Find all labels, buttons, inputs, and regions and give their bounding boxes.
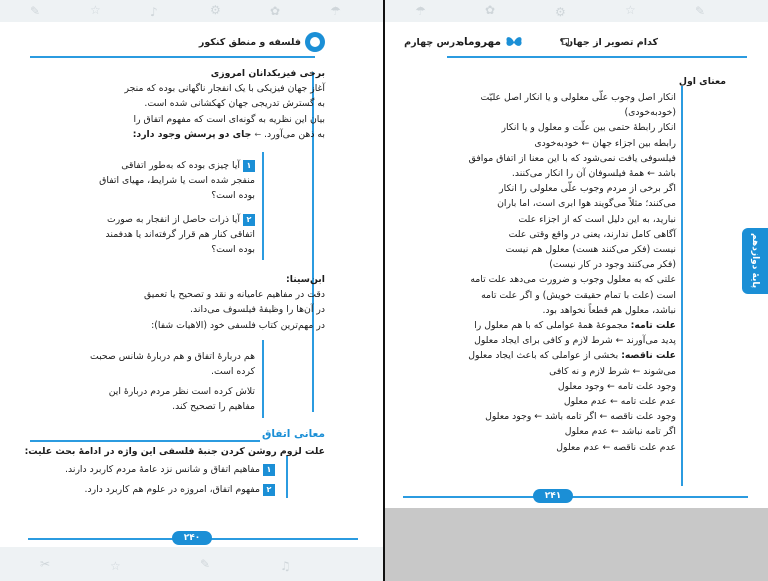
- questions-label: جای دو پرسش وجود دارد:: [132, 128, 252, 140]
- body-line: انکار رابطهٔ حتمی بین علّت و معلول و یا انکار: [501, 122, 676, 134]
- doodle-header-band: ✎ ☆ ♪ ⚙ ✿ ☂: [0, 0, 383, 22]
- sub-tree-line-2: [262, 340, 264, 418]
- reason-1: [35, 462, 275, 477]
- ibn-point-a: [55, 349, 255, 379]
- footer-rule: [403, 496, 748, 498]
- right-page: [385, 0, 768, 581]
- rule-line: وجود علت تامه ← وجود معلول: [557, 380, 676, 392]
- number-badge: ۱: [243, 160, 255, 172]
- section-rule: [30, 440, 260, 442]
- lesson-label: درس چهارم: [404, 36, 460, 48]
- q2-line: بوده است؟: [211, 244, 255, 256]
- number-badge: ۲: [263, 484, 275, 496]
- brand-circle-icon: [305, 32, 325, 52]
- meaning-body: [436, 90, 676, 455]
- header-rule: [30, 56, 315, 58]
- body-line: (خودبه‌خودی): [624, 107, 676, 119]
- sub-tree-line: [262, 152, 264, 260]
- question-2: [55, 212, 255, 258]
- book-title: فلسفه و منطق کنکور: [198, 36, 301, 48]
- blank-gray-area: [385, 508, 768, 581]
- doodle-footer-band: ✂ ☆ ✎ ♫: [0, 547, 383, 581]
- left-page: [0, 0, 383, 581]
- tree-line-3: [286, 456, 288, 498]
- heading-first-meaning: معنای اول: [678, 76, 726, 87]
- grade-tab: پایهٔ دوازدهم: [742, 228, 768, 294]
- section-title-meanings: معانی اتفاق: [261, 428, 325, 440]
- tree-line: [681, 86, 683, 486]
- brand-name: مهروماه: [457, 36, 501, 48]
- section-physicists: [35, 66, 325, 142]
- page-number: ۲۴۰: [172, 531, 212, 545]
- body-line: رابطه بین اجزاء جهان ← خودبه‌خودی: [534, 137, 676, 149]
- butterfly-icon: [505, 34, 523, 50]
- body-line: انکار اصل وجوب علّی معلولی و یا انکار اصل علیّت: [480, 92, 676, 103]
- para-end: به ذهن می‌آورد.: [264, 128, 325, 140]
- q2-line: اتفاقی کنار هم قرار گرفته‌اند یا هدفمند: [105, 229, 255, 241]
- body-line: نباشد، معلول هم قطعاً نخواهد بود.: [542, 304, 676, 316]
- body-line: پدید می‌آورند ← شرط لازم و کافی برای ایجاد معلول: [474, 335, 676, 347]
- lesson-topic: [559, 30, 658, 54]
- body-line: اگر برخی از مردم وجوب علّی معلولی را انکار: [499, 183, 676, 195]
- para-line: به گسترش تدریجی جهان کهکشانی شده است.: [144, 98, 325, 110]
- number-badge: ۲: [243, 214, 255, 226]
- reason-text: مفهوم اتفاق، امروزه در علوم هم کاربرد دارد.: [84, 484, 260, 495]
- ibn-b-line: تلاش کرده است نظر مردم دربارهٔ این: [108, 386, 255, 397]
- doodle-header-band: ☂ ✿ ⚙ ☆ ✎: [385, 0, 768, 22]
- rule-line: اگر تامه نباشد ← عدم معلول: [564, 426, 676, 438]
- def-full-text: مجموعهٔ همهٔ عواملی که با هم معلول را: [474, 320, 628, 332]
- rule-line: عدم علت تامه ← عدم معلول: [563, 396, 676, 408]
- ibn-line: در مهم‌ترین کتاب فلسفی خود (الاهیات شفا):: [151, 319, 325, 331]
- body-line: است (علت با تمام حقیقت خویش) و اگر علت تامه: [481, 289, 676, 301]
- number-badge: ۱: [263, 464, 275, 476]
- arrow-icon: ←: [254, 129, 262, 139]
- meaning-heading: [646, 74, 726, 89]
- brand-logo: [458, 34, 523, 50]
- q2-line: آیا ذرات حاصل از انفجار به صورت: [107, 214, 240, 225]
- right-header: [458, 30, 523, 54]
- para-line: آغاز جهان فیزیکی با یک انفجار ناگهانی بوده که منجر: [124, 83, 325, 95]
- ibn-line: در آن‌ها را وظیفهٔ فیلسوف می‌داند.: [190, 304, 325, 316]
- rule-line: عدم علت ناقصه ← عدم معلول: [556, 441, 676, 453]
- ibn-line: دقت در مفاهیم عامیانه و نقد و تصحیح یا تعمیق: [144, 289, 325, 301]
- definition-partial: [436, 348, 676, 363]
- ibn-a-line: کرده است.: [211, 366, 255, 378]
- left-header: [199, 30, 325, 54]
- definition-full: [436, 318, 676, 333]
- body-line: باشد ← همهٔ فیلسوفان آن را انکار می‌کنند.: [511, 168, 676, 180]
- topic-label: کدام تصویر از جهان؟: [559, 36, 658, 48]
- body-line: آگاهی کامل ندارند، یعنی در واقع وقتی علت: [508, 228, 676, 240]
- body-line: می‌کنند؛ مثلاً می‌گویند هوا ابری است، اما باران: [497, 198, 676, 210]
- page-number: ۲۴۱: [533, 489, 573, 503]
- heading-physicists: برخی فیزیکدانان امروزی: [210, 68, 325, 79]
- reason-heading: علت لزوم روشن کردن جنبهٔ فلسفی این واژه در ادامهٔ بحث علیت:: [24, 446, 325, 457]
- reason-block: [5, 444, 325, 459]
- body-line: علتی که به معلول وجوب و ضرورت می‌دهد علت تامه: [470, 274, 676, 286]
- para-line: [35, 127, 325, 142]
- reason-2: [35, 482, 275, 497]
- q1-line: بوده است؟: [211, 190, 255, 202]
- reason-text: مفاهیم اتفاق و شانس نزد عامهٔ مردم کاربرد دارند.: [65, 464, 260, 475]
- para-line: بیان این نظریه به گونه‌ای است که مفهوم اتفاق را: [133, 113, 325, 125]
- ibn-point-b: [55, 384, 255, 414]
- rule-line: وجود علت ناقصه ← اگر تامه باشد ← وجود معلول: [485, 411, 676, 423]
- def-partial-label: علت ناقصه:: [621, 350, 676, 362]
- question-1: [55, 158, 255, 204]
- heading-ibn-sina: ابن‌سینا:: [286, 274, 325, 285]
- q1-line: آیا چیزی بوده که به‌طور اتفاقی: [121, 160, 240, 171]
- lesson-label-wrap: [404, 30, 460, 54]
- body-line: می‌شوند ← شرط لازم و نه کافی: [549, 365, 676, 377]
- body-line: فیلسوفی یافت نمی‌شود که با این معنا از اتفاق موافق: [468, 152, 676, 164]
- def-partial-text: بخشی از عواملی که باعث ایجاد معلول: [468, 350, 619, 362]
- lesson-square-icon: [562, 38, 569, 45]
- section-ibn-sina: [35, 272, 325, 333]
- q1-line: منفجر شده است یا شرایط، مهیای اتفاق: [99, 175, 255, 187]
- ibn-a-line: هم دربارهٔ اتفاق و هم دربارهٔ شانس صحبت: [90, 351, 255, 362]
- body-line: (فکر می‌کنند وجود در کار نیست): [549, 259, 676, 271]
- body-line: نیست (فکر می‌کنند هست) معلول هم نیست: [505, 244, 676, 256]
- def-full-label: علت تامه:: [630, 320, 676, 332]
- ibn-b-line: مفاهیم را تصحیح کند.: [172, 401, 255, 413]
- header-rule: [447, 56, 747, 58]
- body-line: نبارید، به این دلیل است که از اجزاء علت: [518, 213, 676, 225]
